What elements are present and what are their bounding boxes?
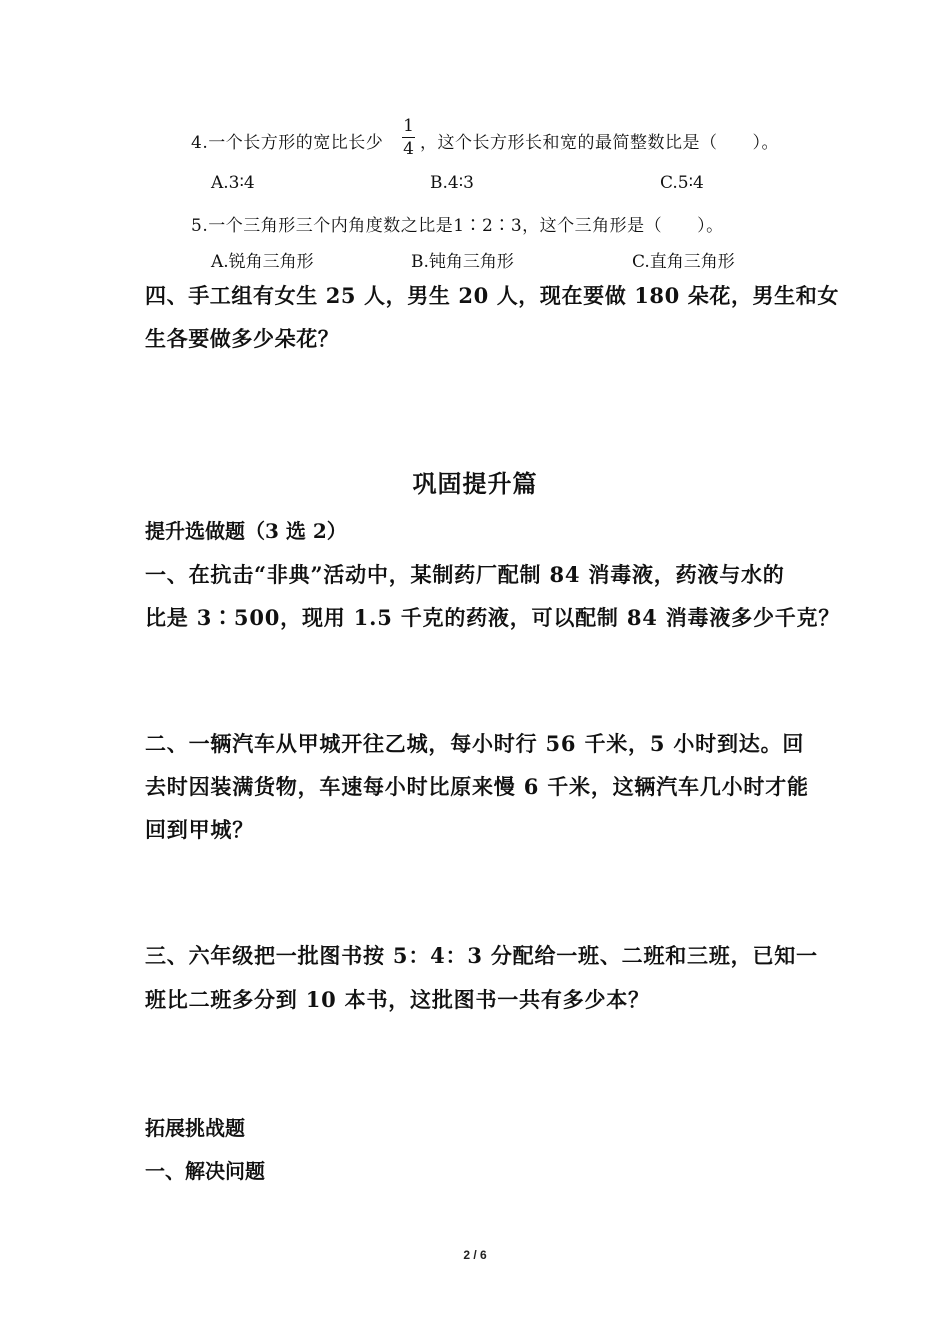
p1-line1: 一、在抗击“非典”活动中，某制药厂配制 84 消毒液，药液与水的 <box>145 562 785 587</box>
q5-text: 5.一个三角形三个内角度数之比是1∶2∶3，这个三角形是（ ）。 <box>191 216 724 236</box>
section-title: 巩固提升篇 <box>412 469 538 498</box>
p2-line3: 回到甲城？ <box>145 817 254 842</box>
page-number: 2 / 6 <box>463 1248 487 1262</box>
subsection2-heading: 拓展挑战题 <box>145 1116 245 1140</box>
p3-line2: 班比二班多分到 10 本书，这批图书一共有多少本？ <box>145 987 650 1012</box>
q5-option-a: A.锐角三角形 <box>211 252 314 272</box>
subsection-heading: 提升选做题（3 选 2） <box>145 519 347 543</box>
p1-line2: 比是 3∶500，现用 1.5 千克的药液，可以配制 84 消毒液多少千克？ <box>145 605 841 630</box>
q4-option-b: B.4∶3 <box>430 173 474 193</box>
q5-option-b: B.钝角三角形 <box>411 252 514 272</box>
q4-suffix: ，这个长方形长和宽的最简整数比是（ ）。 <box>420 133 779 153</box>
p2-line1: 二、一辆汽车从甲城开往乙城，每小时行 56 千米，5 小时到达。回 <box>145 731 805 756</box>
q4-option-c: C.5∶4 <box>660 173 704 193</box>
q4-fraction <box>402 118 415 158</box>
fraction-denominator: 4 <box>403 139 414 159</box>
fraction-numerator: 1 <box>403 116 414 136</box>
q4-option-a: A.3∶4 <box>211 173 255 193</box>
problem4-line2: 生各要做多少朵花？ <box>145 326 340 351</box>
problem4-line1: 四、手工组有女生 25 人，男生 20 人，现在要做 180 朵花，男生和女 <box>145 283 839 308</box>
q4-prefix: 4.一个长方形的宽比长少 <box>191 133 384 153</box>
p2-line2: 去时因装满货物，车速每小时比原来慢 6 千米，这辆汽车几小时才能 <box>145 774 809 799</box>
p3-line1: 三、六年级把一批图书按 5：4：3 分配给一班、二班和三班，已知一 <box>145 943 818 968</box>
q5-option-c: C.直角三角形 <box>632 252 735 272</box>
subsection2-item: 一、解决问题 <box>145 1159 265 1183</box>
